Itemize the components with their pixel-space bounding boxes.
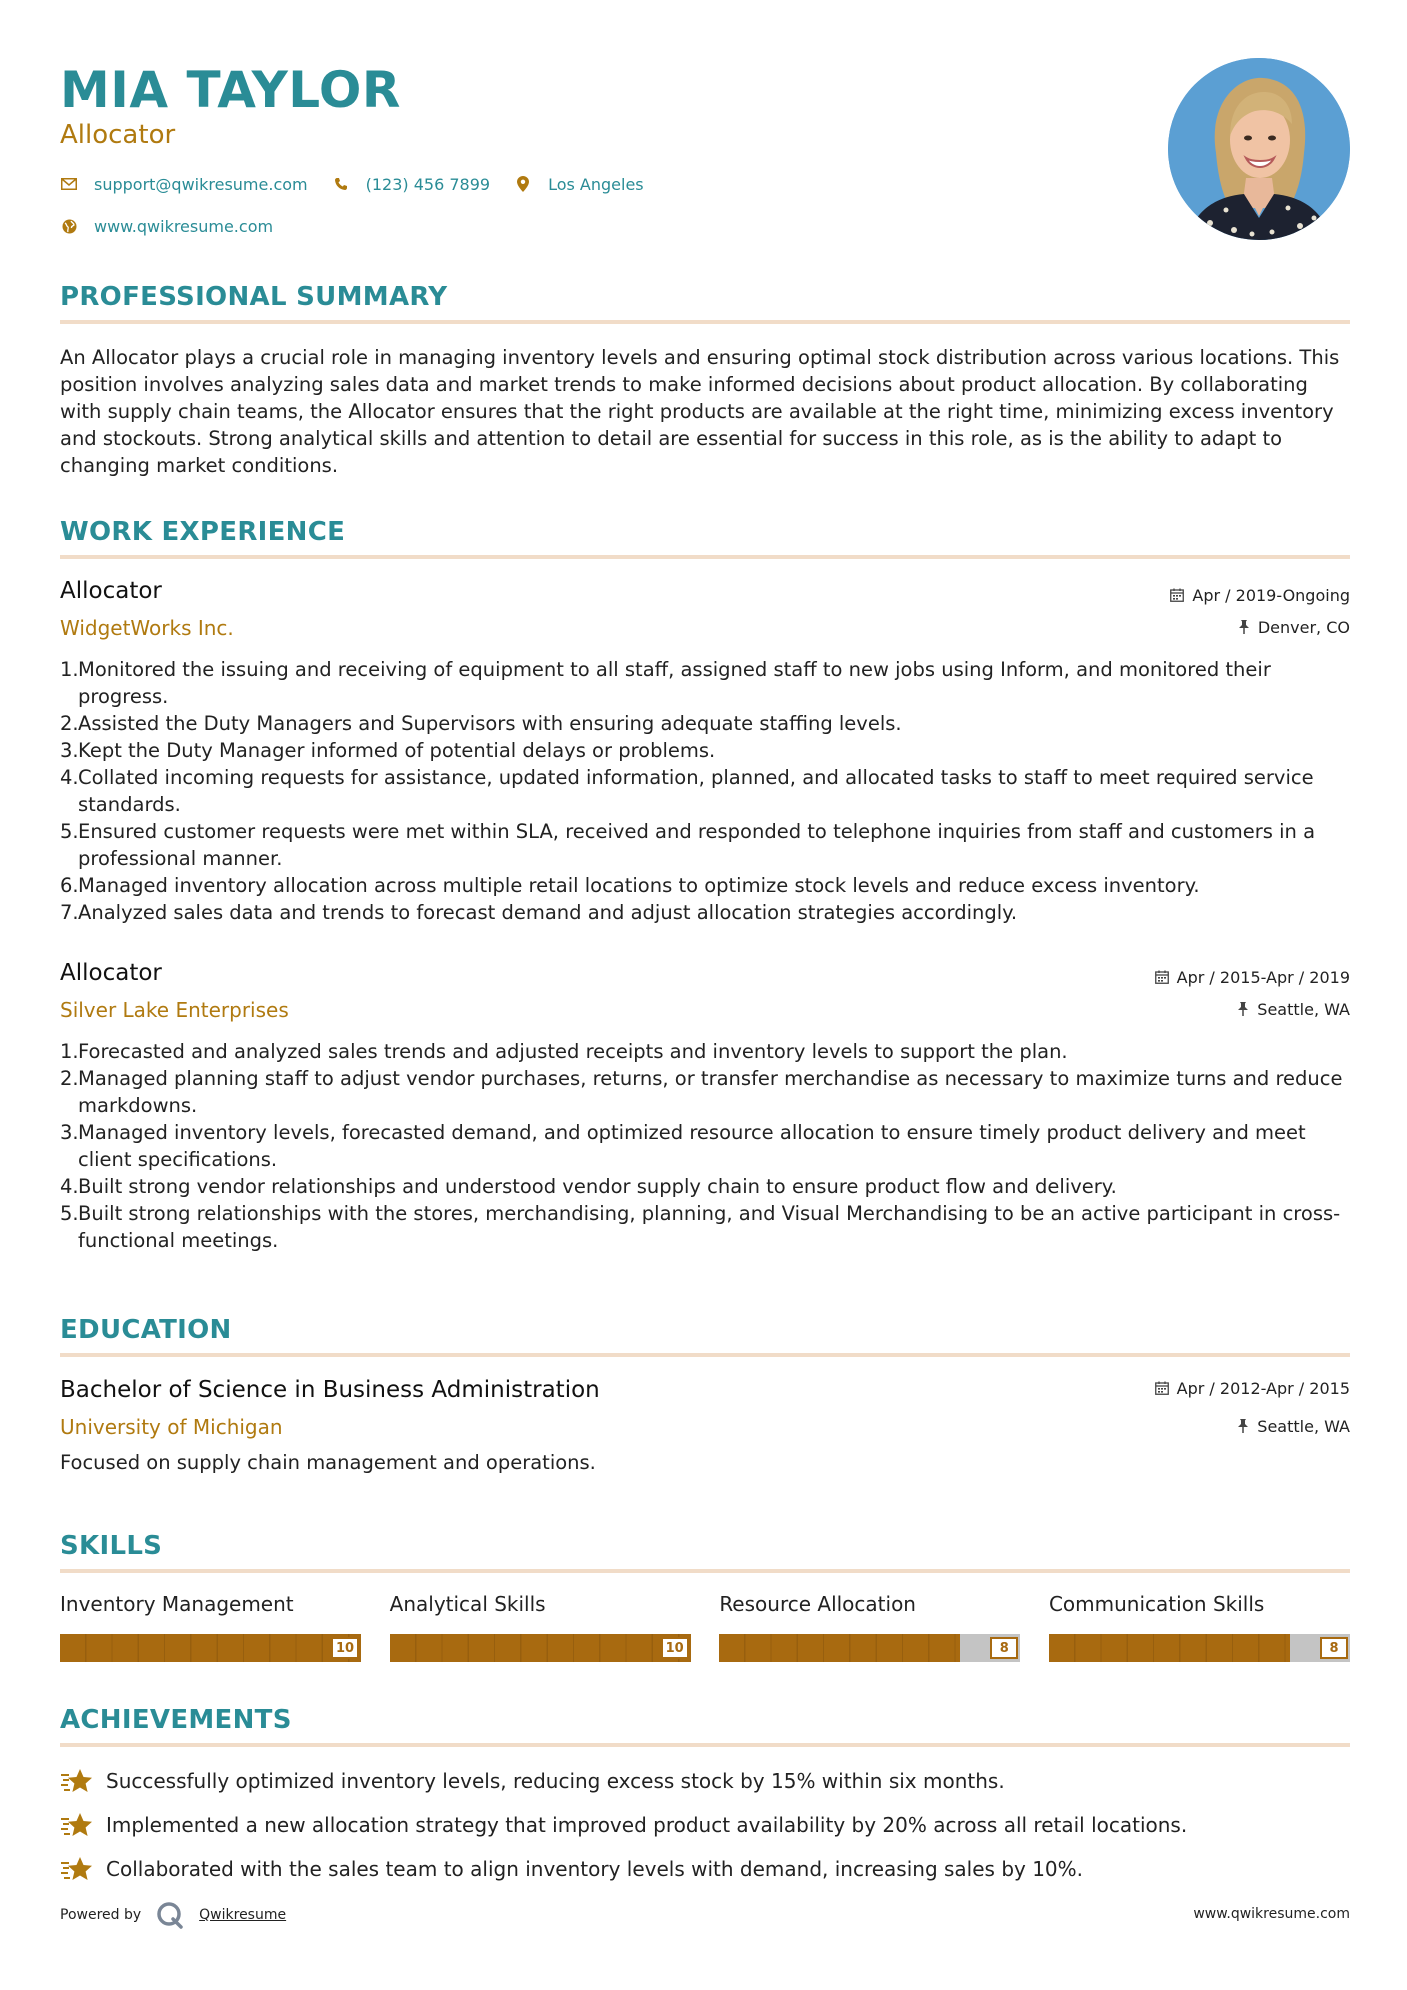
pushpin-icon	[1238, 620, 1250, 634]
star-icon	[60, 1810, 94, 1840]
list-item: 3. Managed inventory levels, forecasted demand, and optimized resource allocation to ensure timely product delivery and meet client specifications.	[60, 1121, 1306, 1171]
skill-bar	[390, 1634, 691, 1662]
job-dates	[1170, 584, 1350, 606]
contact-info	[60, 172, 960, 256]
contact-website[interactable]	[60, 217, 273, 236]
experience-heading: WORK EXPERIENCE	[60, 517, 346, 547]
skill-name: Inventory Management	[60, 1592, 294, 1616]
job-location	[1170, 616, 1350, 638]
achievement-text: Successfully optimized inventory levels, reducing excess stock by 15% within six months.	[106, 1769, 1005, 1793]
powered-by-label: Powered by	[60, 1907, 142, 1923]
job-company: Silver Lake Enterprises	[60, 998, 289, 1022]
list-item: 1. Forecasted and analyzed sales trends and adjusted receipts and inventory levels to support the plan.	[60, 1040, 1068, 1063]
skills-heading: SKILLS	[60, 1531, 163, 1561]
job-meta	[1170, 576, 1350, 638]
list-item: 2. Assisted the Duty Managers and Supervisors with ensuring adequate staffing levels.	[60, 712, 902, 735]
skill-bar	[719, 1634, 1020, 1662]
list-item: 6. Managed inventory allocation across multiple retail locations to optimize stock levels and reduce excess inventory.	[60, 874, 1200, 897]
summary-divider	[60, 320, 1350, 324]
website-text: www.qwikresume.com	[94, 216, 274, 236]
job-bullets	[60, 656, 1350, 926]
star-icon	[60, 1766, 94, 1796]
candidate-name: MIA TAYLOR	[60, 61, 401, 119]
skill-level-badge: 10	[331, 1637, 359, 1659]
achievement-text: Collaborated with the sales team to align inventory levels with demand, increasing sales by 10%.	[106, 1857, 1084, 1881]
job-company: WidgetWorks Inc.	[60, 616, 234, 640]
achievement-item	[60, 1854, 1350, 1884]
job-dates-text: Apr / 2015-Apr / 2019	[1176, 967, 1350, 987]
skill-item	[390, 1590, 691, 1662]
skill-name: Communication Skills	[1048, 1592, 1265, 1616]
footer-url[interactable]: www.qwikresume.com	[1193, 1906, 1350, 1922]
resume-page	[60, 0, 1350, 1990]
education-location	[1155, 1415, 1350, 1437]
education-entry	[60, 1375, 1350, 1476]
skill-level-badge: 8	[990, 1637, 1018, 1659]
email-text: support@qwikresume.com	[94, 174, 308, 194]
skills-divider	[60, 1569, 1350, 1573]
education-location-text: Seattle, WA	[1257, 1416, 1350, 1436]
skill-name: Analytical Skills	[389, 1592, 546, 1616]
skill-name: Resource Allocation	[719, 1592, 916, 1616]
education-heading: EDUCATION	[60, 1315, 232, 1345]
achievements-divider	[60, 1743, 1350, 1747]
skill-item	[60, 1590, 361, 1662]
skill-bar	[1049, 1634, 1350, 1662]
education-dates-text: Apr / 2012-Apr / 2015	[1176, 1378, 1350, 1398]
skill-fill	[60, 1634, 361, 1662]
contact-email[interactable]	[60, 175, 308, 194]
achievements-list	[60, 1766, 1350, 1898]
globe-icon	[60, 217, 78, 235]
experience-divider	[60, 555, 1350, 559]
list-item: 1. Monitored the issuing and receiving of equipment to all staff, assigned staff to new jobs using Inform, and monitored their progress.	[60, 658, 1271, 708]
skill-item	[719, 1590, 1020, 1662]
list-item: 4. Built strong vendor relationships and understood vendor supply chain to ensure product flow and delivery.	[60, 1175, 1117, 1198]
achievement-item	[60, 1766, 1350, 1796]
job-dates-text: Apr / 2019-Ongoing	[1192, 585, 1350, 605]
brand-link[interactable]: Qwikresume	[199, 1907, 287, 1923]
skill-fill	[390, 1634, 691, 1662]
job-entry	[60, 576, 1350, 926]
location-text: Los Angeles	[548, 174, 644, 194]
skill-level-badge: 8	[1320, 1637, 1348, 1659]
phone-icon	[332, 175, 350, 193]
contact-row-secondary	[60, 214, 960, 238]
job-location-text: Seattle, WA	[1257, 999, 1350, 1019]
list-item: 4. Collated incoming requests for assistance, updated information, planned, and allocated tasks to staff to meet required service standards.	[60, 766, 1314, 816]
job-bullets	[60, 1038, 1350, 1254]
contact-phone[interactable]	[332, 175, 490, 194]
degree-title: Bachelor of Science in Business Administration	[60, 1377, 600, 1403]
skill-bar	[60, 1634, 361, 1662]
job-location-text: Denver, CO	[1257, 617, 1350, 637]
calendar-icon	[1155, 1381, 1169, 1395]
profile-photo	[1168, 58, 1350, 240]
achievements-heading: ACHIEVEMENTS	[60, 1705, 292, 1735]
achievement-item	[60, 1810, 1350, 1840]
job-dates	[1155, 966, 1350, 988]
skills-list	[60, 1590, 1350, 1662]
achievement-text: Implemented a new allocation strategy that improved product availability by 20% across all retail locations.	[106, 1813, 1188, 1837]
contact-location	[514, 175, 644, 194]
skill-item	[1049, 1590, 1350, 1662]
pushpin-icon	[1237, 1419, 1249, 1433]
footer	[60, 1898, 1350, 1932]
star-icon	[60, 1854, 94, 1884]
education-divider	[60, 1353, 1350, 1357]
list-item: 3. Kept the Duty Manager informed of potential delays or problems.	[60, 739, 716, 762]
list-item: 7. Analyzed sales data and trends to forecast demand and adjust allocation strategies accordingly.	[60, 901, 1018, 924]
job-entry	[60, 958, 1350, 1254]
list-item: 2. Managed planning staff to adjust vendor purchases, returns, or transfer merchandise as necessary to maximize turns and reduce markdowns.	[60, 1067, 1343, 1117]
job-title: Allocator	[60, 960, 162, 986]
school-name: University of Michigan	[60, 1415, 283, 1439]
envelope-icon	[60, 175, 78, 193]
summary-text: An Allocator plays a crucial role in managing inventory levels and ensuring optimal stock distribution across various locations. This position involves analyzing sales data and market trends to make informed decisions about product allocation. By collaborating with supply chain teams, the Allocator ensures that the right products are available at the right time, minimizing excess inventory and stockouts. Strong analytical skills and attention to detail are essential for success in this role, as is the ability to adapt to changing market conditions.	[60, 346, 1340, 477]
calendar-icon	[1155, 970, 1169, 984]
education-meta	[1155, 1375, 1350, 1437]
list-item: 5. Ensured customer requests were met within SLA, received and responded to telephone inquiries from staff and customers in a professional manner.	[60, 820, 1316, 870]
pushpin-icon	[1237, 1002, 1249, 1016]
job-meta	[1155, 958, 1350, 1020]
qwikresume-logo-icon	[155, 1900, 185, 1930]
job-title: Allocator	[60, 578, 162, 604]
education-description: Focused on supply chain management and operations.	[60, 1451, 596, 1474]
education-dates	[1155, 1377, 1350, 1399]
skill-fill	[1049, 1634, 1290, 1662]
contact-row-primary	[60, 172, 960, 196]
map-pin-icon	[514, 175, 532, 193]
phone-text: (123) 456 7899	[365, 174, 491, 194]
list-item: 5. Built strong relationships with the stores, merchandising, planning, and Visual Merchandising to be an active participant in cross-functional meetings.	[60, 1202, 1341, 1252]
summary-heading: PROFESSIONAL SUMMARY	[60, 282, 448, 312]
skill-fill	[719, 1634, 960, 1662]
job-location	[1155, 998, 1350, 1020]
calendar-icon	[1170, 588, 1184, 602]
candidate-role: Allocator	[60, 120, 176, 150]
skill-level-badge: 10	[661, 1637, 689, 1659]
